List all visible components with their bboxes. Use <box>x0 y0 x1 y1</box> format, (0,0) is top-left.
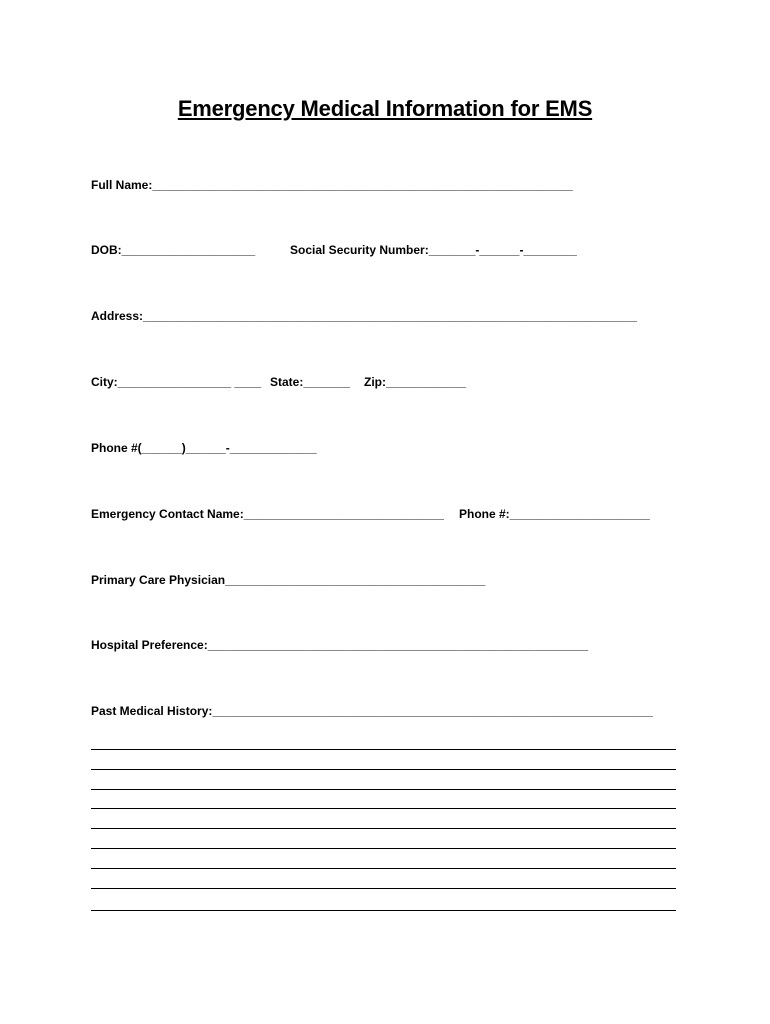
zip-field[interactable]: Zip:____________ <box>364 375 467 389</box>
hospital-preference-field[interactable]: Hospital Preference:_________________________________________________________ <box>91 638 589 652</box>
emergency-contact-phone-field[interactable]: Phone #:_____________________ <box>459 507 650 521</box>
emergency-contact-name-field[interactable]: Emergency Contact Name:______________________________ <box>91 507 444 521</box>
dob-field[interactable]: DOB:____________________ <box>91 243 256 257</box>
history-line[interactable] <box>91 888 676 889</box>
phone-field[interactable]: Phone #(______)______-_____________ <box>91 441 317 455</box>
history-line[interactable] <box>91 769 676 770</box>
ssn-field[interactable]: Social Security Number:_______-______-________ <box>290 243 577 257</box>
address-field[interactable]: Address:__________________________________________________________________________ <box>91 309 637 323</box>
history-line[interactable] <box>91 868 676 869</box>
history-line[interactable] <box>91 749 676 750</box>
city-field[interactable]: City:_________________ ____ <box>91 375 262 389</box>
history-line[interactable] <box>91 848 676 849</box>
past-medical-history-field[interactable]: Past Medical History:__________________________________________________________________ <box>91 704 653 718</box>
full-name-field[interactable]: Full Name:_______________________________________________________________ <box>91 178 573 192</box>
history-line[interactable] <box>91 789 676 790</box>
state-field[interactable]: State:_______ <box>270 375 351 389</box>
history-line[interactable] <box>91 808 676 809</box>
history-line[interactable] <box>91 828 676 829</box>
form-title: Emergency Medical Information for EMS <box>177 96 593 121</box>
history-line[interactable] <box>91 910 676 911</box>
primary-care-physician-field[interactable]: Primary Care Physician_______________________________________ <box>91 573 486 587</box>
